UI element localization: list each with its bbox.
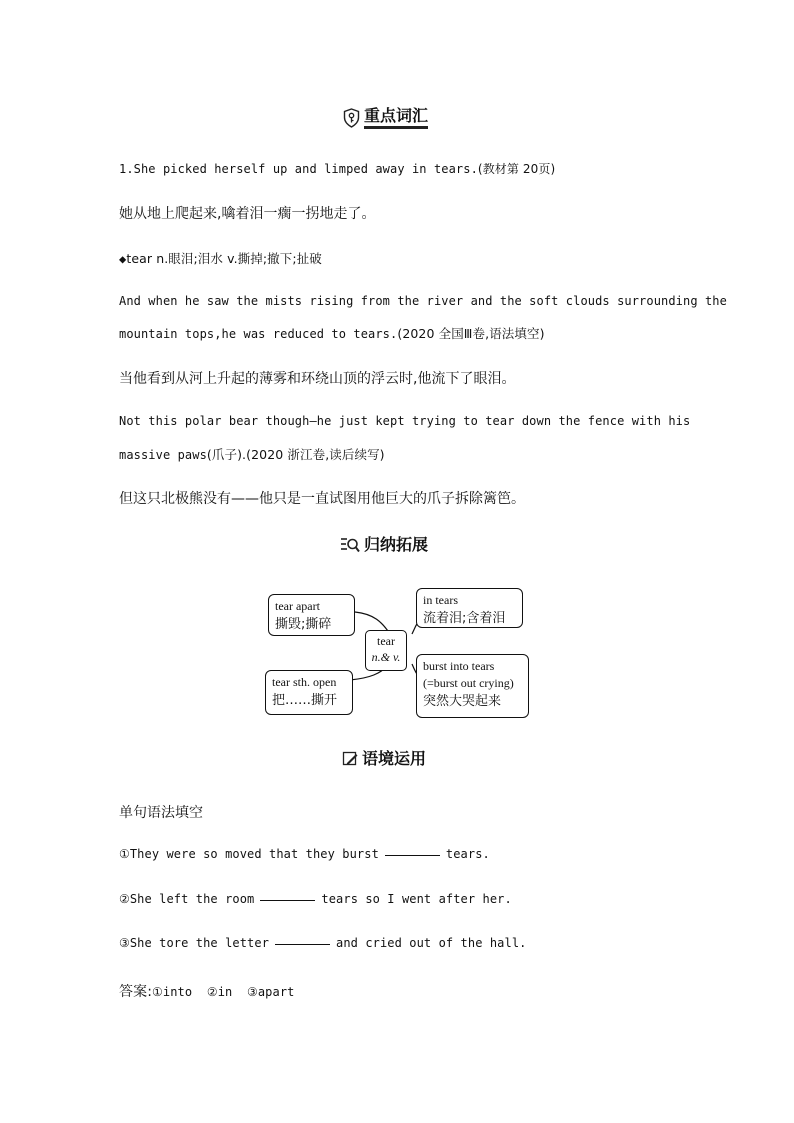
section-title-key-vocabulary [343,107,428,129]
mind-map-node-tear-apart [268,594,355,636]
exercise-answers [119,981,294,1001]
answer-text: ①into ②in ③apart [152,985,295,999]
example1-source: (2020 全国Ⅲ卷,语法填空) [397,326,545,341]
node-english: burst into tears [423,659,495,673]
node-english: tear sth. open [272,675,337,689]
section-title-summary-expansion [340,536,428,554]
pencil-icon [342,751,358,767]
answer-blank [385,855,440,856]
question-text-after: and cried out of the hall. [336,936,527,950]
key-shield-icon [343,108,360,128]
item1-source: (教材第 20页) [477,162,556,176]
node-english: in tears [423,593,458,607]
item1-chinese-translation: 她从地上爬起来,噙着泪一瘸一拐地走了。 [119,206,376,222]
node-english-alternative: (=burst out crying) [423,676,514,690]
section-title-context-usage [342,750,426,768]
example1-line2-text: mountain tops,he was reduced to tears. [119,327,398,341]
diamond-bullet-icon: ◆ [119,252,127,266]
example2-line2-english: massive paws [119,448,207,462]
mind-map-node-burst-into-tears [416,654,529,718]
exercise-heading: 单句语法填空 [119,805,203,821]
node-chinese: 撕毁;撕碎 [275,617,332,632]
example2-chinese-translation: 但这只北极熊没有——他只是一直试图用他巨大的爪子拆除篱笆。 [119,491,525,507]
question-text-after: tears. [445,847,490,861]
item1-english-sentence [119,160,555,177]
example1-line1-text: And when he saw the mists rising from the river and the soft clouds surrounding the [119,294,727,308]
exercise-question-2 [119,892,512,906]
example2-line1-text: Not this polar bear though—he just kept trying to tear down the fence with his [119,414,691,428]
exercise-question-3 [119,936,526,950]
mind-map-center-tear [365,630,407,671]
node-chinese: 把……撕开 [272,693,338,708]
mind-map-node-in-tears [416,588,523,628]
section-title-text: 重点词汇 [364,107,428,129]
definition-text: tear n.眼泪;泪水 v.撕掉;撤下;扯破 [126,251,322,266]
answer-blank [275,944,330,945]
tear-definition [119,249,322,267]
question-text-before: ①They were so moved that they burst [119,847,379,861]
example2-line2 [119,445,385,463]
tear-mind-map [262,584,532,720]
center-part-of-speech: n.& v. [371,650,401,664]
node-english: tear apart [275,599,320,613]
answer-blank [260,900,315,901]
node-chinese: 流着泪;含着泪 [423,611,506,626]
example1-line2 [119,324,545,342]
example1-line1 [119,294,727,308]
mind-map-node-tear-open [265,670,353,715]
magnifier-list-icon [340,536,360,554]
center-word: tear [377,634,395,648]
question-text-before: ③She tore the letter [119,936,270,950]
section-title-text: 语境运用 [362,749,427,768]
exercise-question-1 [119,847,490,861]
answer-label: 答案: [119,984,153,1000]
item1-english-main: 1.She picked herself up and limped away in tears. [119,162,478,176]
example1-chinese-translation: 当他看到从河上升起的薄雾和环绕山顶的浮云时,他流下了眼泪。 [119,371,516,387]
example2-line2-note: (爪子).(2020 浙江卷,读后续写) [206,447,385,462]
question-text-before: ②She left the room [119,892,255,906]
example2-line1 [119,414,691,428]
section-title-text: 归纳拓展 [364,535,429,554]
node-chinese: 突然大哭起来 [423,694,502,709]
question-text-after: tears so I went after her. [321,892,512,906]
